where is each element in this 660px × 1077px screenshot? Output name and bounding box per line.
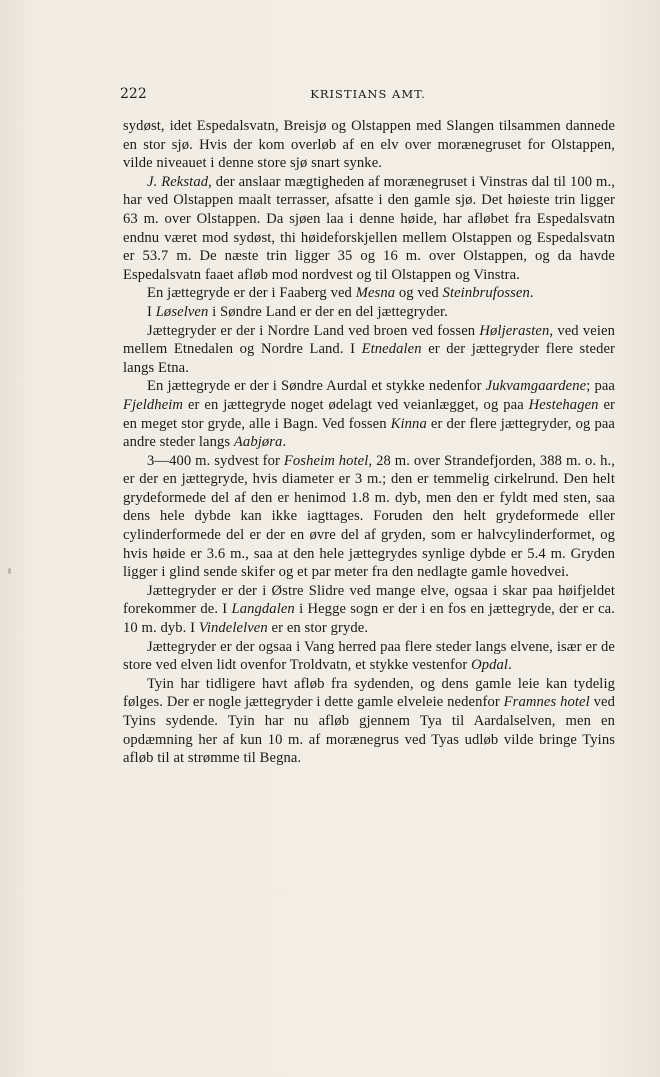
italic-term: Etnedalen: [361, 341, 422, 358]
italic-term: Mesna: [355, 285, 396, 302]
italic-term: Jukvamgaardene: [485, 378, 587, 395]
running-head: KRISTIANS AMT.: [310, 87, 426, 101]
text-run: Jættegryder er der ogsaa i Vang herred paa flere steder langs elvene, især er de store ved elven lidt ovenfor Troldvatn, et stykke vestenfor: [123, 638, 615, 674]
italic-term: Kinna: [390, 415, 427, 432]
text-run: og ved: [395, 285, 443, 302]
text-run: En jættegryde er der i Søndre Aurdal et stykke nedenfor: [147, 378, 486, 395]
text-run: er en meget stor gryde, alle i Bagn. Ved fossen: [123, 396, 615, 432]
paragraph: [123, 303, 615, 322]
italic-term: Framnes hotel: [503, 694, 590, 711]
text-run: Jættegryder er der i Østre Slidre ved mange elve, ogsaa i skar paa høifjeldet forekommer de. I: [123, 582, 615, 618]
paragraph: [123, 284, 615, 303]
text-run: En jættegryde er der i Faaberg ved: [147, 285, 356, 302]
text-run: ; paa: [586, 378, 615, 395]
italic-term: Fjeldheim: [123, 396, 184, 413]
italic-term: J. Rekstad: [147, 173, 209, 190]
paragraph: [123, 173, 615, 285]
paragraph: [123, 638, 615, 675]
italic-term: Hestehagen: [528, 396, 599, 413]
page-number: 222: [120, 86, 147, 102]
italic-term: Vindelelven: [198, 620, 268, 637]
text-run: , ved veien mellem Etnedalen og Nordre Land. I: [123, 322, 615, 358]
text-run: , der anslaar mægtigheden af morænegruset i Vinstras dal til 100 m., har ved Olstappen maalt terrasser, afsatte i den gamle sjø. Det høieste trin ligger 63 m. over Olstappen. Da sjøen laa i denne høide, har afløbet fra Espedalsvatn endnu været mod sydøst, thi høideforskjellen mellem Olstappen og Espedalsvatn er 53.7 m. De næste trin ligger 35 og 16 m. over Olstappen, og da havde Espedalsvatn faaet afløb mod nordvest og til Olstappen og Vinstra.: [123, 173, 615, 283]
paragraph: [123, 322, 615, 378]
text-run: er der flere jættegryder, og paa andre steder langs: [123, 415, 616, 451]
italic-term: Høljerasten: [479, 322, 550, 339]
text-run: er en jættegryde noget ødelagt ved veianlægget, og paa: [183, 396, 529, 413]
text-run: .: [529, 285, 534, 302]
text-run: .: [508, 657, 512, 674]
margin-mark: [8, 568, 11, 574]
text-run: Tyin har tidligere havt afløb fra sydenden, og dens gamle leie kan tydelig følges. Der er nogle jættegryder i dette gamle elveleie nedenfor: [123, 675, 615, 711]
paragraph: [123, 452, 615, 582]
text-run: i Søndre Land er der en del jættegryder.: [208, 303, 448, 320]
text-run: er der jættegryder flere steder langs Etna.: [123, 341, 616, 376]
paragraph: [123, 582, 615, 638]
text-run: I: [147, 303, 156, 320]
body-text: [123, 117, 615, 768]
text-run: 3—400 m. sydvest for: [147, 452, 284, 469]
text-run: i Hegge sogn er der i en fos en jættegryde, der er ca. 10 m. dyb. I: [123, 601, 615, 637]
text-run: er en stor gryde.: [267, 620, 369, 637]
text-run: sydøst, idet Espedalsvatn, Breisjø og Olstappen med Slangen tilsammen dannede en stor sjø. Hvis der kom overløb af en elv over morænegruset for Olstappen, vilde niveauet i denne store sjø snart synke.: [123, 118, 615, 172]
italic-term: Steinbrufossen: [442, 285, 530, 302]
italic-term: Langdalen: [231, 601, 295, 618]
paragraph: [123, 675, 615, 768]
page-header: [120, 86, 616, 104]
text-run: ved Tyins sydende. Tyin har nu afløb gjennem Tya til Aardalselven, men en opdæmning her af kun 10 m. af morænegrus ved Tyas udløb vilde bringe Tyins afløb til at strømme til Begna.: [123, 694, 615, 767]
text-run: Jættegryder er der i Nordre Land ved broen ved fossen: [147, 322, 480, 339]
italic-term: Fosheim hotel: [283, 452, 369, 469]
paragraph: [123, 377, 615, 451]
text-run: .: [282, 434, 287, 451]
italic-term: Aabjøra: [233, 434, 283, 451]
italic-term: Opdal: [471, 657, 509, 674]
text-run: , 28 m. over Strandefjorden, 388 m. o. h., er der en jættegryde, hvis diameter er 3 m.; den er temmelig cirkelrund. Den helt grydeformede del af den er henimod 1.8 m. dyb, men den er fyldt med sten, saa dens hele dybde kan ikke iagttages. Foruden den helt grydeformede eller cylinderformede del er der en øvre del af gryden, som er halvcylinderformet, og hvis høide er 3.6 m., saa at den hele jættegrydes synlige dybde er 5.4 m. Gryden ligger i glind sende skifer og et par meter fra den nedlagte gamle hovedvei.: [123, 452, 615, 581]
italic-term: Løselven: [155, 303, 209, 320]
paragraph: [123, 117, 615, 173]
